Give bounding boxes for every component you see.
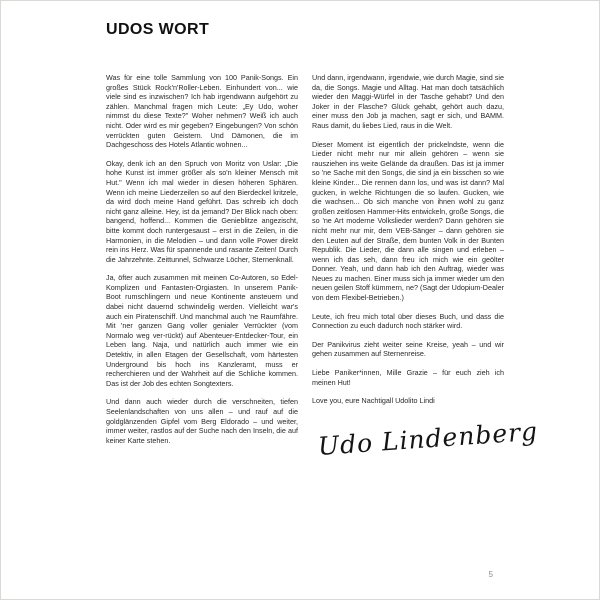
page-title: UDOS WORT	[106, 21, 210, 38]
paragraph: Was für eine tolle Sammlung von 100 Panik-Songs. Ein großes Stück Rock'n'Roller-Leben. Einhundert von... wie viele sind es inzwischen? Ich hab irgendwann aufgehört zu zählen. Manchmal fragen mich Leute: „Ey Udo, woher nimmst du diese Texte?" Woher nehmen? Weiß ich auch nicht. Oder wird es mir gegeben? Eingebungen? Von schön verrückten guten Geistern. Und Dämonen, die im Dachgeschoss des Hotels Atlantic wohnen...	[106, 73, 298, 150]
paragraph: Liebe Paniker*innen, Mille Grazie – für euch zieh ich meinen Hut!	[312, 368, 504, 387]
left-column	[106, 73, 298, 461]
text-columns	[106, 73, 539, 461]
paragraph: Und dann auch wieder durch die verschneiten, tiefen Seelenlandschaften von uns allen – und rauf auf die goldglänzenden Gipfel vom Berg Eldorado – und weiter, immer weiter, rastlos auf der Suche nach den Inseln, die auf keiner Karte stehen.	[106, 397, 298, 445]
paragraph: Ja, öfter auch zusammen mit meinen Co-Autoren, so Edel-Komplizen und Fantasten-Orgiasten. In unserem Panik-Boot rumschlingern und neue Kontinente ansteuern und dabei nicht dauernd schwindelig werden. Vielleicht war's auch ein Piratenschiff. Und manchmal auch 'ne Raumfähre. Mit 'ner ganzen Gang voller genialer Verrückter (vom Normalo weg ver-rückt) auf Abenteuer-Entdecker-Tour, ein Leben lang. Naja, und natürlich auch immer wie ein Detektiv, in allen Etagen der Gesellschaft, vom härtesten Underground bis hoch ins Kanzleramt, muss er recherchieren und der Wahrheit auf die Schliche kommen. Das ist der Job des echten Songtexters.	[106, 273, 298, 388]
paragraph: Leute, ich freu mich total über dieses Buch, und dass die Connection zu euch dadurch noch stärker wird.	[312, 311, 504, 331]
right-column	[312, 73, 539, 461]
paragraph: Love you, eure Nachtigall Udolito Lindi	[312, 396, 435, 406]
paragraph: Der Panikvirus zieht weiter seine Kreise, yeah – und wir gehen zusammen auf Sternenreise.	[312, 339, 504, 359]
signature: Udo Lindenberg	[316, 416, 539, 461]
paragraph: Und dann, irgendwann, irgendwie, wie durch Magie, sind sie da, die Songs. Magie und Alltag. Hat man doch tatsächlich wieder den Maggi-Würfel in der Tasche gehabt? Und den Joker in der Flasche? Glück gehabt, gehört auch dazu, einer muss den Job ja machen, sagt er sich, und BAMM. Raus damit, du liebes Lied, raus in die Welt.	[312, 73, 504, 130]
paragraph: Dieser Moment ist eigentlich der prickelndste, wenn die Lieder nicht mehr nur mir allein gehören – wenn sie rausziehen ins weite Gelände da draußen. Das ist ja immer so 'ne Sache mit den Songs, die sind ja ein bisschen so wie kleine Kinder... Die rennen dann los, und was ist dann? Mal gucken, in welche Richtungen die so laufen. Gucken, wie die wachsen... Ob sich manche von ihnen wohl zu ganz großen zeitlosen Hammer-Hits entwickeln, große Songs, die so 'ne Art moderne Volkslieder werden? Dann gehören sie nicht mehr nur mir, dem VEB-Sänger – dann gehören sie den Leuten auf der Straße, dem bunten Volk in der Bunten Republik. Die Lieder, die dann alle singen und erleben – wenn ich das seh, dann freu ich mich wie ein geölter Donner. Yeah, und dann hab ich den Auftrag, wieder was Neues zu machen. Einer muss sich ja immer wieder um den neuen geilen Stoff kümmern, ne? (Sagt der Udopium-Dealer von dem Flexibel-Betrieben.)	[312, 139, 504, 303]
paragraph: Okay, denk ich an den Spruch von Moritz von Uslar: „Die hohe Kunst ist immer größer als so'n kleiner Mensch mit Hut." Wenn ich mal wieder in diesen höheren Sphären. Wenn ich meine Liederzeilen so auf den Bierdeckel kritzele, da wird doch meine Hand geführt. Das schreib ich doch nicht ganz alleine. Hey, ist da jemand? Der Blick nach oben: bangend, hoffend... Kommen die Genieblitze angezischt, bitte kommt doch runtergesaust – erst in die Zeilen, in die Harmonien, in die Melodien – und dann volle Power direkt rein ins Herz. Was für spannende und rasante Zeiten! Durch die Jahrzehnte. Zeittunnel, Schwarze Löcher, Sternenknall.	[106, 158, 298, 264]
page-number: 5	[488, 570, 493, 579]
